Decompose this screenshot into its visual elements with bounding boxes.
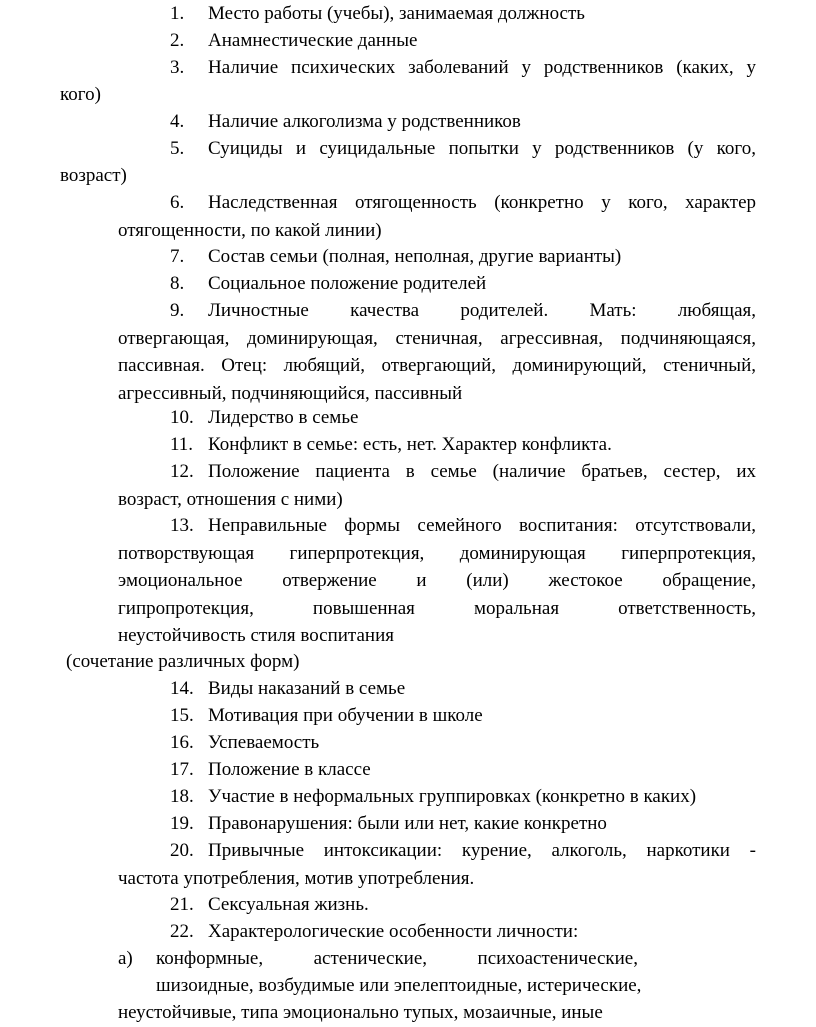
item-text: Правонарушения: были или нет, какие конкретно bbox=[208, 813, 607, 834]
item-text-continuation: кого) bbox=[60, 84, 101, 105]
sub-list-item bbox=[118, 945, 638, 973]
item-number: 13. bbox=[170, 515, 194, 536]
item-number: 7. bbox=[170, 246, 185, 267]
item-number: 6. bbox=[170, 192, 185, 213]
item-number: 11. bbox=[170, 434, 194, 455]
sub-item-marker: а) bbox=[118, 948, 133, 969]
item-number: 10. bbox=[170, 407, 194, 428]
item-number: 2. bbox=[170, 30, 185, 51]
item-number: 12. bbox=[170, 461, 194, 482]
item-number: 14. bbox=[170, 678, 194, 699]
item-text: Характерологические особенности личности: bbox=[208, 921, 579, 942]
item-number: 20. bbox=[170, 840, 194, 861]
item-text: возраст, отношения с ними) bbox=[118, 488, 343, 510]
list-item bbox=[118, 512, 756, 650]
item-number: 3. bbox=[170, 57, 185, 78]
list-item bbox=[118, 837, 756, 892]
item-text: Анамнестические данные bbox=[208, 30, 418, 51]
item-text: потворствующая гиперпротекция, доминирующая гиперпротекция, bbox=[118, 542, 756, 564]
list-item bbox=[118, 189, 756, 244]
list-item bbox=[118, 54, 756, 82]
item-number: 8. bbox=[170, 273, 185, 294]
list-item bbox=[118, 27, 756, 55]
item-text: Наследственная отягощенность (конкретно у кого, характер bbox=[208, 192, 756, 213]
item-text: Суициды и суицидальные попытки у родственников (у кого, bbox=[208, 138, 756, 159]
list-item bbox=[118, 729, 756, 757]
item-text: отягощенности, по какой линии) bbox=[118, 219, 382, 241]
item-text-continuation: возраст) bbox=[60, 165, 127, 186]
item-text: Конфликт в семье: есть, нет. Характер конфликта. bbox=[208, 434, 612, 455]
item-number: 18. bbox=[170, 786, 194, 807]
item-text: Наличие алкоголизма у родственников bbox=[208, 111, 521, 132]
item-number: 16. bbox=[170, 732, 194, 753]
item-number: 19. bbox=[170, 813, 194, 834]
item-number: 5. bbox=[170, 138, 185, 159]
list-item bbox=[118, 675, 756, 703]
item-text: Неправильные формы семейного воспитания: отсутствовали, bbox=[208, 515, 756, 536]
item-text: агрессивный, подчиняющийся, пассивный bbox=[118, 382, 463, 404]
list-item bbox=[118, 756, 756, 784]
list-item bbox=[118, 702, 756, 730]
item-text: Участие в неформальных группировках (конкретно в каких) bbox=[208, 786, 697, 807]
item-text: пассивная. Отец: любящий, отвергающий, доминирующий, стеничный, bbox=[118, 355, 756, 376]
item-text: гипропротекция, повышенная моральная ответственность, bbox=[118, 597, 756, 619]
item-text: Личностные качества родителей. Мать: любящая, bbox=[208, 300, 756, 321]
list-item bbox=[118, 297, 756, 407]
list-item bbox=[118, 243, 756, 271]
item-text: Место работы (учебы), занимаемая должность bbox=[208, 3, 585, 24]
item-text: Лидерство в семье bbox=[208, 407, 359, 428]
item-text: Положение пациента в семье (наличие братьев, сестер, их bbox=[208, 461, 756, 482]
sub-item-text: конформные, астенические, психоастенические, bbox=[156, 948, 638, 969]
list-item bbox=[118, 108, 756, 136]
item-text: Успеваемость bbox=[208, 732, 320, 753]
item-text: неустойчивость стиля воспитания bbox=[118, 625, 394, 646]
item-number: 15. bbox=[170, 705, 194, 726]
item-text: Сексуальная жизнь. bbox=[208, 894, 369, 915]
item-text: Мотивация при обучении в школе bbox=[208, 705, 483, 726]
item-text: Виды наказаний в семье bbox=[208, 678, 406, 699]
item-number: 21. bbox=[170, 894, 194, 915]
item-text: Положение в классе bbox=[208, 759, 371, 780]
sub-item-text: шизоидные, возбудимые или эпелептоидные, истерические, bbox=[156, 975, 642, 996]
list-item bbox=[118, 431, 756, 459]
list-item bbox=[118, 891, 756, 919]
item-number: 22. bbox=[170, 921, 194, 942]
item-number: 4. bbox=[170, 111, 185, 132]
item-text: Социальное положение родителей bbox=[208, 273, 487, 294]
list-item bbox=[118, 0, 756, 28]
item-number: 17. bbox=[170, 759, 194, 780]
item-text-continuation: (сочетание различных форм) bbox=[66, 651, 300, 672]
item-number: 9. bbox=[170, 300, 185, 321]
list-item bbox=[118, 135, 756, 163]
item-text: Привычные интоксикации: курение, алкоголь, наркотики - bbox=[208, 840, 756, 861]
list-item bbox=[118, 918, 756, 946]
sub-item-text: неустойчивые, типа эмоционально тупых, мозаичные, иные bbox=[118, 1002, 603, 1023]
item-number: 1. bbox=[170, 3, 185, 24]
item-text: отвергающая, доминирующая, стеничная, агрессивная, подчиняющаяся, bbox=[118, 327, 756, 349]
list-item bbox=[118, 783, 756, 811]
item-text: Состав семьи (полная, неполная, другие варианты) bbox=[208, 246, 622, 267]
list-item bbox=[118, 404, 756, 432]
list-item bbox=[118, 810, 756, 838]
list-item bbox=[118, 270, 756, 298]
item-text: Наличие психических заболеваний у родственников (каких, у bbox=[208, 57, 756, 78]
item-text: эмоциональное отвержение и (или) жестокое обращение, bbox=[118, 570, 756, 591]
item-text: частота употребления, мотив употребления. bbox=[118, 867, 475, 889]
list-item bbox=[118, 458, 756, 513]
